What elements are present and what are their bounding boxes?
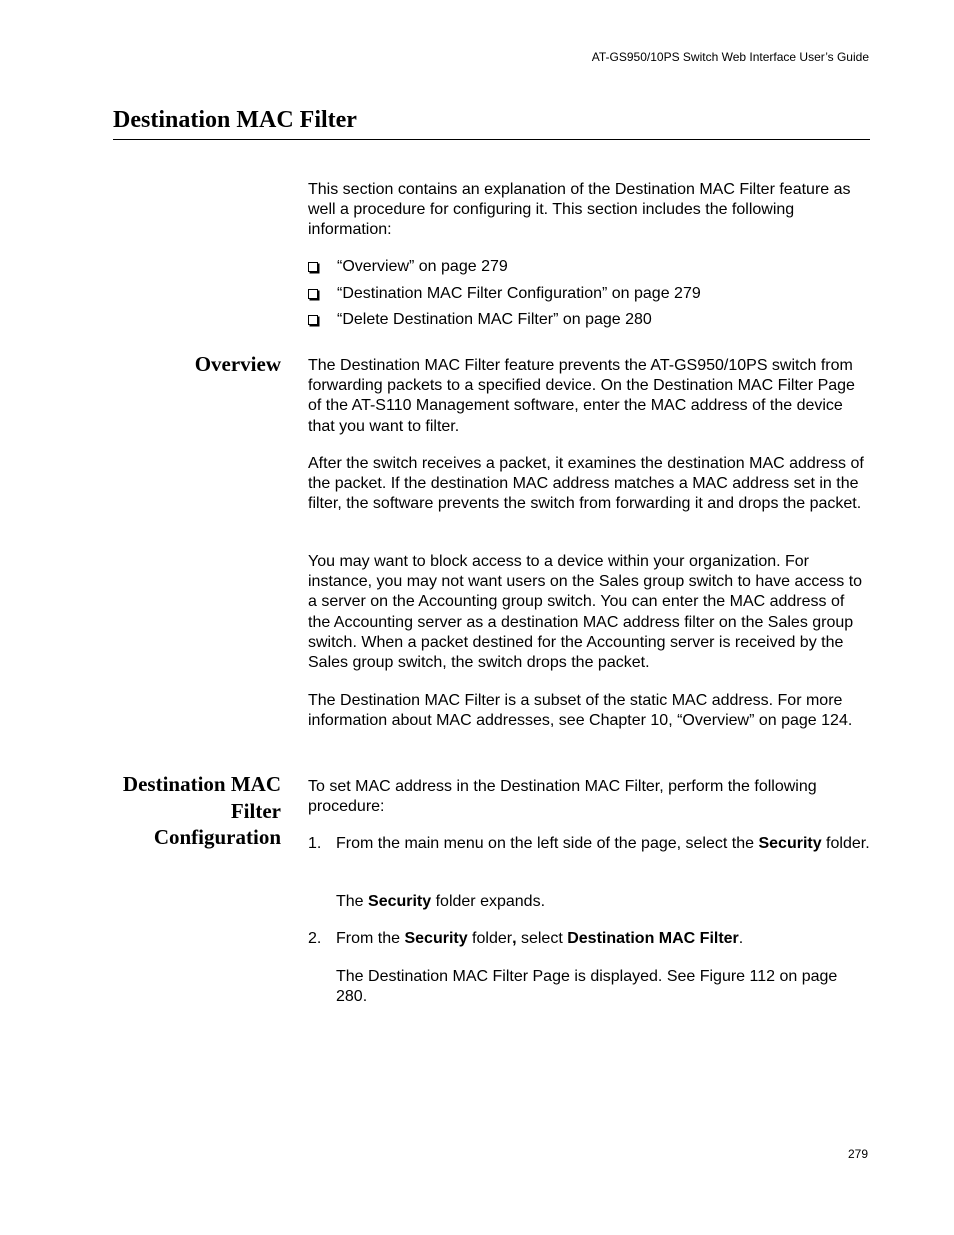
title-rule xyxy=(113,139,870,140)
step-text: folder xyxy=(467,930,513,947)
checkbox-bullet-icon xyxy=(308,289,318,299)
checkbox-bullet-icon xyxy=(308,262,318,272)
step-number: 1. xyxy=(308,835,322,852)
configuration-intro: To set MAC address in the Destination MAC Filter, perform the following procedure: xyxy=(308,778,817,816)
bullet-text: “Delete Destination MAC Filter” on page 280 xyxy=(337,311,652,328)
configuration-heading-line: Filter xyxy=(230,798,281,823)
step-text: folder expands. xyxy=(431,893,546,910)
step-text: folder. xyxy=(821,835,870,852)
configuration-heading-line: Destination MAC xyxy=(122,772,281,796)
overview-paragraph-2: After the switch receives a packet, it examines the destination MAC address of the packet. If the destination MAC address matches a MAC address set in the filter, the software prevents the switch from forwarding it and drops the packet. xyxy=(308,455,864,513)
step-text: From the main menu on the left side of the page, select the xyxy=(336,835,759,852)
step-1-text xyxy=(336,834,870,854)
overview-paragraph-1: The Destination MAC Filter feature prevents the AT-GS950/10PS switch from forwarding packets to a specified device. On the Destination MAC Filter Page of the AT-S110 Management software, enter the MAC address of the device that you want to filter. xyxy=(308,357,855,435)
bullet-text: “Destination MAC Filter Configuration” on page 279 xyxy=(337,285,701,302)
page-number: 279 xyxy=(847,1147,868,1161)
running-header: AT-GS950/10PS Switch Web Interface User’s Guide xyxy=(591,50,869,64)
chapter-title: Destination MAC Filter xyxy=(113,107,357,133)
configuration-heading xyxy=(123,771,281,851)
step-number: 2. xyxy=(308,930,322,947)
step-text: From the xyxy=(336,930,405,947)
overview-paragraph-3: You may want to block access to a device within your organization. For instance, you may not want users on the Sales group switch to have access to a server on the Accounting group switch. You can enter the MAC address of the Accounting server as a destination MAC address filter on the Sales group switch. When a packet destined for the Accounting server is received by the Sales group switch, the switch drops the packet. xyxy=(308,553,863,672)
step-2-result: The Destination MAC Filter Page is displayed. See Figure 112 on page 280. xyxy=(336,968,838,1006)
step-text: The xyxy=(336,893,369,910)
configuration-heading-line: Configuration xyxy=(153,825,281,849)
step-text: . xyxy=(738,930,744,947)
step-1-result xyxy=(336,892,870,912)
step-text: select xyxy=(516,930,568,947)
intro-paragraph: This section contains an explanation of the Destination MAC Filter feature as well a procedure for configuring it. This section includes the following information: xyxy=(308,181,851,239)
step-bold-comma: , xyxy=(512,930,517,947)
overview-paragraph-4: The Destination MAC Filter is a subset of the static MAC address. For more information about MAC addresses, see Chapter 10, “Overview” on page 124. xyxy=(308,692,853,730)
step-bold-term: Security xyxy=(758,835,822,852)
step-2-text xyxy=(336,929,870,949)
step-bold-term: Destination MAC Filter xyxy=(567,930,739,947)
step-bold-term: Security xyxy=(404,930,468,947)
checkbox-bullet-icon xyxy=(308,315,318,325)
overview-heading: Overview xyxy=(194,352,281,376)
bullet-text: “Overview” on page 279 xyxy=(337,258,508,275)
step-bold-term: Security xyxy=(368,893,432,910)
